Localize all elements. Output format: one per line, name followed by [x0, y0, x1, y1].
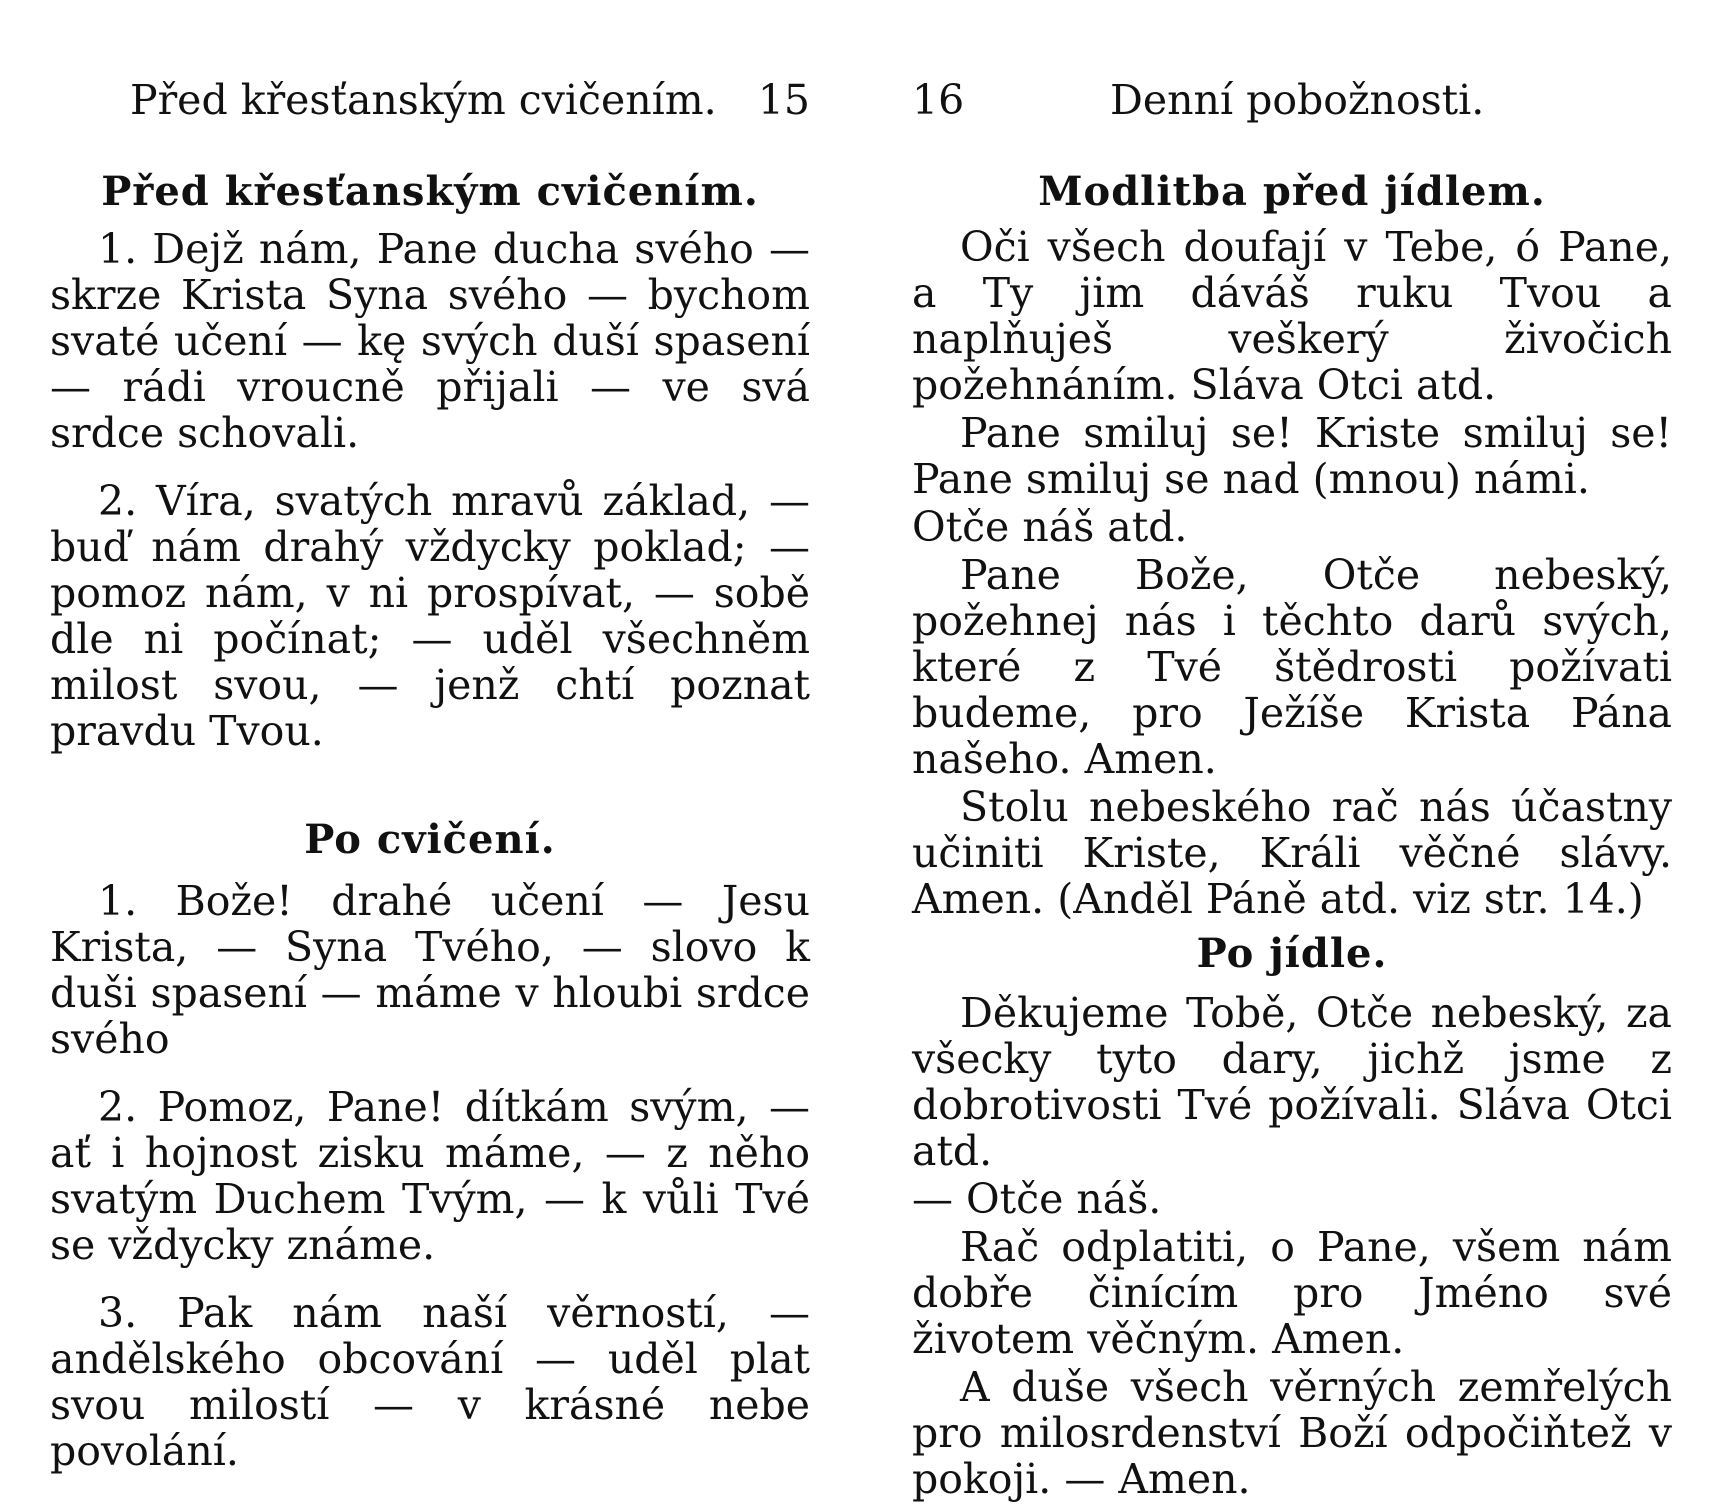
prayer-paragraph: Pane Bože, Otče nebeský, požehnej nás i těchto darů svých, které z Tvé štědrosti požívati budeme, pro Ježíše Krista Pána našeho. Amen.: [912, 551, 1672, 783]
prayer-paragraph: Děkujeme Tobě, Otče nebeský, za všecky tyto dary, jichž jsme z dobrotivosti Tvé požívali. Sláva Otci atd.: [912, 989, 1672, 1175]
verse: 1. Bože! drahé učení — Jesu Krista, — Syna Tvého, — slovo k duši spasení — máme v hloubi srdce svého: [50, 877, 810, 1063]
prayer-paragraph: A duše všech věrných zemřelých pro milosrdenství Boží odpočiňtež v pokoji. — Amen.: [912, 1363, 1672, 1503]
verse: 3. Pak nám naší věrností, — andělského obcování — uděl plat svou milostí — v krásné nebe povolání.: [50, 1289, 810, 1475]
section-heading-prayer-before-meal: Modlitba před jídlem.: [1038, 168, 1546, 215]
prayer-paragraph: Stolu nebeského rač nás účastny učiniti Kriste, Králi věčné slávy. Amen. (Anděl Páně atd. viz str. 14.): [912, 783, 1672, 923]
section-heading-before-exercise: Před křesťanským cvičením.: [101, 168, 759, 215]
section-heading-after-exercise: Po cvičení.: [304, 816, 556, 863]
section-heading-after-meal: Po jídle.: [1196, 930, 1388, 977]
right-page-body: [912, 168, 1672, 1504]
verse: 1. Dejž nám, Pane ducha svého — skrze Krista Syna svého — bychom svaté učení — kę svých duší spasení — rádi vroucně přijali — ve svá srdce schovali.: [50, 225, 810, 457]
prayer-paragraph: Pane smiluj se! Kriste smiluj se! Pane smiluj se nad (mnou) námi.: [912, 409, 1672, 503]
prayer-paragraph: — Otče náš.: [912, 1175, 1162, 1223]
left-page-number: 15: [757, 76, 810, 124]
left-running-head: [50, 70, 810, 130]
left-page: [50, 0, 810, 1500]
verse: 2. Pomoz, Pane! dítkám svým, — ať i hojnost zisku máme, — z něho svatým Duchem Tvým, — k vůli Tvé se vždycky známe.: [50, 1083, 810, 1269]
verse: 2. Víra, svatých mravů základ, — buď nám drahý vždycky poklad; — pomoz nám, v ni prospívat, — sobě dle ni počínat; — uděl všechněm milost svou, — jenž chtí poznat pravdu Tvou.: [50, 477, 810, 755]
prayer-paragraph: Rač odplatiti, o Pane, všem nám dobře činícím pro Jméno své životem věčným. Amen.: [912, 1223, 1672, 1363]
right-page: [912, 0, 1672, 1503]
prayer-paragraph: Otče náš atd.: [912, 503, 1188, 551]
right-page-number: 16: [912, 76, 965, 124]
right-running-head: [912, 70, 1672, 130]
prayer-paragraph: Oči všech doufají v Tebe, ó Pane, a Ty jim dáváš ruku Tvou a naplňuješ veškerý živočich požehnáním. Sláva Otci atd.: [912, 223, 1672, 409]
left-page-body: [50, 168, 810, 1496]
left-running-title: Před křesťanským cvičením.: [130, 76, 717, 124]
right-running-title: Denní pobožnosti.: [1110, 76, 1485, 124]
